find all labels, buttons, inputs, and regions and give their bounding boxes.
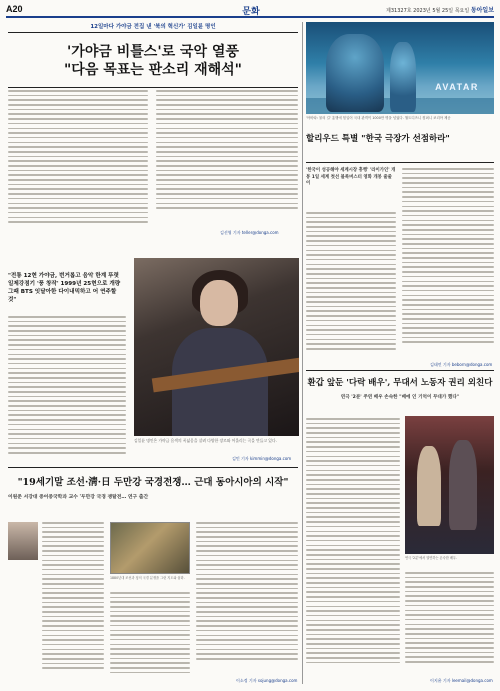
masthead [6, 4, 494, 18]
avatar-logo: AVATAR [435, 82, 479, 92]
history-kicker: 이원준 서강대 중어중국학과 교수 '두만강 국경 쟁탈전… 연구 출간 [8, 495, 149, 500]
lead-byline-top: 김선영 기자 teller@donga.com [220, 230, 279, 235]
lead-body-col-3 [8, 316, 126, 464]
avatar-movie-still [306, 22, 494, 114]
history-byline: 이소정 기자 sojung@donga.com [236, 678, 298, 683]
issue-date: 제31327호 2023년 5월 25일 목요일 [386, 8, 470, 14]
lead-headline[interactable] [8, 32, 298, 88]
stage-kicker: 연극 '2분' 주연 배우 손숙한 "배에 인 기억이 무대가 했다" [340, 395, 460, 400]
section-divider [8, 467, 298, 468]
portrait-photo [134, 258, 299, 436]
pull-quote: "전통 12현 가야금, 번거롭고 음악 한계 뚜렷 일제강점기 '풍 창작' 1999년 25현으로 개량 그때 BTS 잇달아한 다이내믹하고 어 연주할 것" [8, 273, 121, 303]
stage-photo [405, 416, 494, 554]
hollywood-body-col-1 [306, 212, 396, 362]
hollywood-kicker: '한국이 성공해야 세계시장 흥행' '라이가인' 개봉 1일 세계 첫선 블록버스터 영화 개봉 줄줄이 [306, 168, 396, 186]
lead-body-col-1 [8, 90, 148, 230]
paper-logo: 동아일보 [470, 7, 494, 14]
stage-body-col-1 [306, 418, 400, 682]
column-rule [302, 22, 303, 684]
history-body-col-2 [110, 592, 190, 682]
historical-painting [110, 522, 190, 574]
stage-headline[interactable]: 환갑 앞둔 '다락 배우', 무대서 노동자 권리 외친다 [307, 378, 493, 388]
history-headline[interactable]: "19세기말 조선·淸·日 두만강 국경전쟁… 근대 동아시아의 시작" [17, 477, 289, 488]
lead-byline: 김민 기자 kimmin@donga.com [232, 456, 292, 461]
lead-headline-line-1: '가야금 비틀스'로 국악 열풍 [67, 44, 239, 60]
lead-headline-line-2: "다음 목표는 판소리 재해석" [64, 62, 242, 78]
hollywood-byline: 김태언 기자 beborn@donga.com [430, 362, 493, 367]
issue-info [386, 5, 494, 14]
author-headshot [8, 522, 38, 560]
portrait-caption: 김일륜 명인은 가야금 음색의 폭넓음을 살려 다양한 장르와 어울리는 곡을 만들고 있다. [134, 438, 277, 443]
painting-caption: 1880년대 조선과 청의 국경 분쟁을 그린 지도와 삽화. [110, 576, 185, 580]
history-body-col-3 [196, 522, 298, 674]
history-body-col-1 [42, 522, 104, 682]
section-title: 문화 [242, 7, 260, 17]
hollywood-headline[interactable]: 할리우드 특별 "한국 극장가 선점하라" [306, 134, 450, 144]
stage-rule [306, 370, 494, 371]
lead-body-col-2 [156, 90, 298, 224]
hollywood-body-col-2 [402, 168, 494, 358]
stage-byline: 이지윤 기자 leemail@donga.com [430, 678, 493, 683]
page-number: A20 [6, 4, 23, 14]
stage-caption: 연극 '2분'에서 열연하는 손숙한 배우. [405, 556, 457, 560]
avatar-caption: '아바타: 물의 길' 흥행에 힘입어 국내 관객이 1000만 명을 넘었다. 월트디즈니 컴퍼니 코리아 제공 [306, 116, 451, 120]
lead-kicker: 12일마다 가야금 전집 낸 '북의 혁신가' 김일륜 명인 [90, 24, 216, 30]
hollywood-rule [306, 162, 494, 163]
stage-body-col-2 [405, 572, 494, 670]
